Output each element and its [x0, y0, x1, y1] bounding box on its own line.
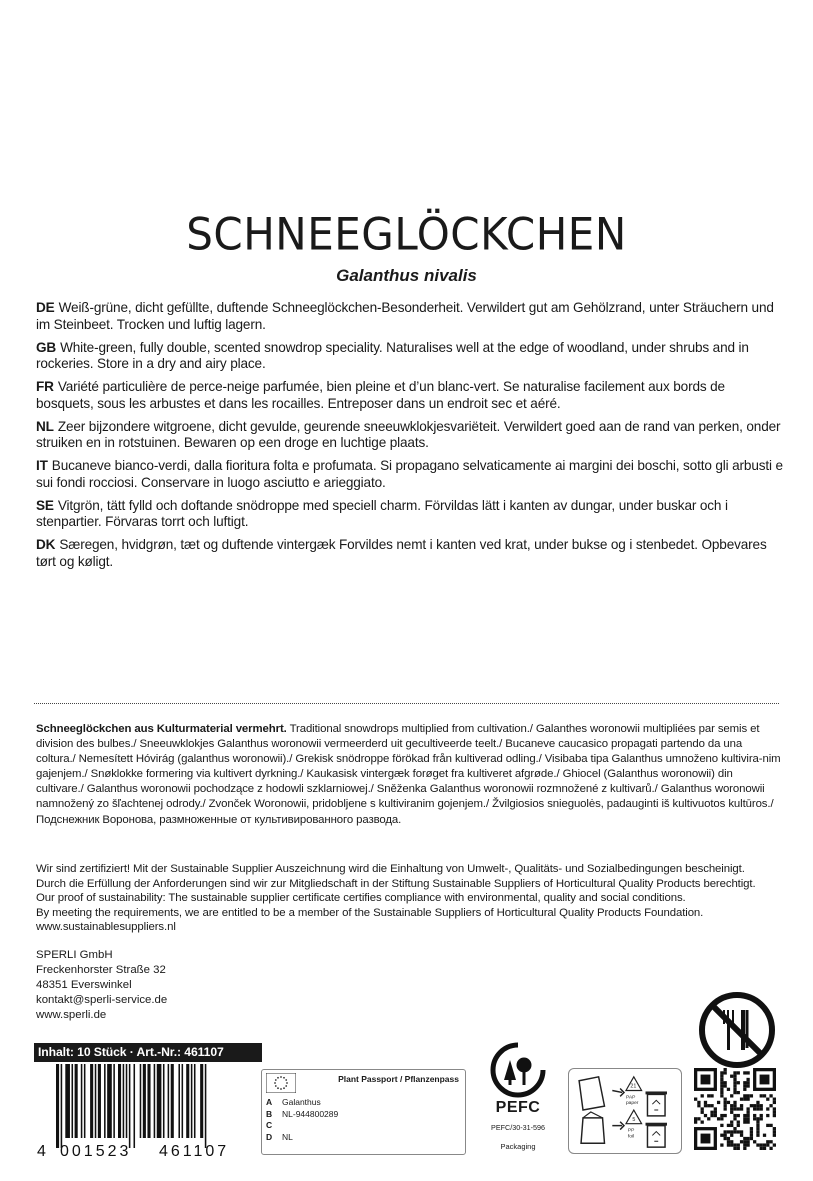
pefc-label: PEFC	[495, 1099, 541, 1116]
barcode-digits-right: 461107	[159, 1143, 230, 1159]
passport-row-c: C	[266, 1120, 273, 1130]
pefc-code: PEFC/30-31-596	[491, 1123, 545, 1132]
description-it: IT Bucaneve bianco-verdi, dalla fioritura folta e profumata. Si propagano selvaticamente ai margini dei boschi, sotto gli arbusti e sui fondi rocciosi. Conservare in luogo asciutto e arieggiato.	[36, 458, 783, 490]
description-fr: FR Variété particulière de perce-neige parfumée, bien pleine et d’un blanc-vert. Se naturalise facilement aux bords de bosquets, sous les arbustes et dans les rocailles. Entreposer dans un endroit sec et aéré.	[36, 379, 725, 411]
svg-text:foil: foil	[627, 1134, 635, 1140]
descriptions	[36, 300, 784, 577]
origin-statement: Schneeglöckchen aus Kulturmaterial vermehrt. Traditional snowdrops multiplied from cultivation./ Galanthes woronowii multipliées par semis et division des bulbes./ Sneeuwklokjes Galanthus woronowii vermeerderd uit gecultiveerde teelt./ Bucaneve caucasico propagati partendo da una coltura./ Nemesített Hóvirág (galanthus woronowii)./ Grekisk snödroppe förökad från kultiverad odling./ Visibaba tipa Galanthus umnoženo kultivira-nim gajenjem./ Snøklokke formering via kultivert dyrkning./ Kaukasisk vintergæk forøget fra kultiveret afgrøde./ Ghiocel (Galanthus woronowii) din cultivare./ Galanthus woronowii pochodzące z hodowli szklarniowej./ Sněženka Galanthus woronowii rozmnožené z kultivarů./ Galanthus woronowii namnožený zo šľachtenej odrody./ Zvonček Woronowii, pridobljene s kultiviranim gojenjem./ Žvilgiosios snieguolės, padauginti iš kultivuotos kultūros./ Подснежник Воронова, размноженные от культивированного развода.	[36, 723, 781, 826]
description-nl: NL Zeer bijzondere witgroene, dicht gevulde, geurende sneeuwklokjesvariëteit. Verwildert goed aan de rand van perken, onder struiken en in rotstuinen. Bewaren op een droge en luchtige plaats.	[36, 418, 781, 450]
company-email[interactable]: kontakt@sperli-service.de	[36, 994, 168, 1006]
plant-passport-title: Plant Passport / Pflanzenpass	[338, 1074, 459, 1084]
plant-passport	[261, 1069, 466, 1155]
passport-row-a: A Galanthus	[266, 1097, 321, 1107]
eu-flag-icon	[266, 1073, 296, 1093]
svg-text:PP: PP	[627, 1128, 635, 1134]
barcode-digits-left: 001523	[60, 1143, 132, 1159]
recycling-icon	[568, 1068, 682, 1154]
description-se: SE Vitgrön, tätt fylld och doftande snödroppe med speciell charm. Förvildas lätt i kanten av dungar, under buskar och i stenpartier. Förvaras torrt och luftigt.	[36, 497, 728, 529]
dotted-divider	[34, 703, 779, 704]
recycle-code-top: 21	[630, 1083, 637, 1090]
certification-text: Wir sind zertifiziert! Mit der Sustainable Supplier Auszeichnung wird die Einhaltung von Umwelt-, Qualitäts- und Sozialbedingungen bescheinigt. Durch die Erfüllung der Anforderungen sind wir zur Mitgliedschaft in der Stiftung Sustainable Suppliers of Horticultural Quality Products berechtigt. Our proof of sustainability: The sustainable supplier certificate certifies compliance with environmental, quality and social conditions. By meeting the requirements, we are entitled to be a member of the Sustainable Suppliers of Horticultural Quality Products Foundation. www.sustainablesuppliers.nl	[36, 862, 781, 935]
qr-code-icon[interactable]	[694, 1068, 776, 1150]
recycle-code-bottom: 5	[632, 1116, 636, 1123]
no-food-icon	[697, 990, 777, 1070]
ean-barcode	[34, 1064, 262, 1159]
description-dk: DK Særegen, hvidgrøn, tæt og duftende vintergæk Forvildes nemt i kanten ved krat, under bukse og i stenbedet. Opbevares tørt og køligt.	[36, 537, 767, 569]
svg-text:PAP: PAP	[625, 1095, 636, 1101]
passport-row-b: B NL-944800289	[266, 1108, 339, 1119]
certification-link[interactable]: www.sustainablesuppliers.nl	[36, 921, 176, 933]
content-article-bar: Inhalt: 10 Stück · Art.-Nr.: 461107	[34, 1043, 262, 1062]
latin-name: Galanthus nivalis	[336, 266, 477, 285]
page-title: SCHNEEGLÖCKCHEN	[186, 208, 627, 261]
barcode-digit-first: 4	[37, 1143, 46, 1159]
description-gb: GB White-green, fully double, scented snowdrop speciality. Naturalises well at the edge of woodland, under shrubs and in rockeries. Store in a dry and airy place.	[36, 339, 749, 371]
company-website[interactable]: www.sperli.de	[36, 1009, 107, 1021]
svg-text:paper: paper	[625, 1101, 639, 1107]
packaging-label: Packaging	[500, 1142, 536, 1151]
description-de: DE Weiß-grüne, dicht gefüllte, duftende Schneeglöckchen-Besonderheit. Verwildert gut am Gehölzrand, unter Sträuchern und im Steinbeet. Trocken und luftig lagern.	[36, 300, 774, 332]
passport-row-d: D NL	[266, 1131, 293, 1142]
pefc-logo-icon	[484, 1038, 552, 1158]
company-address: SPERLI GmbH Freckenhorster Straße 32 48351 Everswinkel kontakt@sperli-service.de www.sperli.de	[36, 949, 168, 1021]
